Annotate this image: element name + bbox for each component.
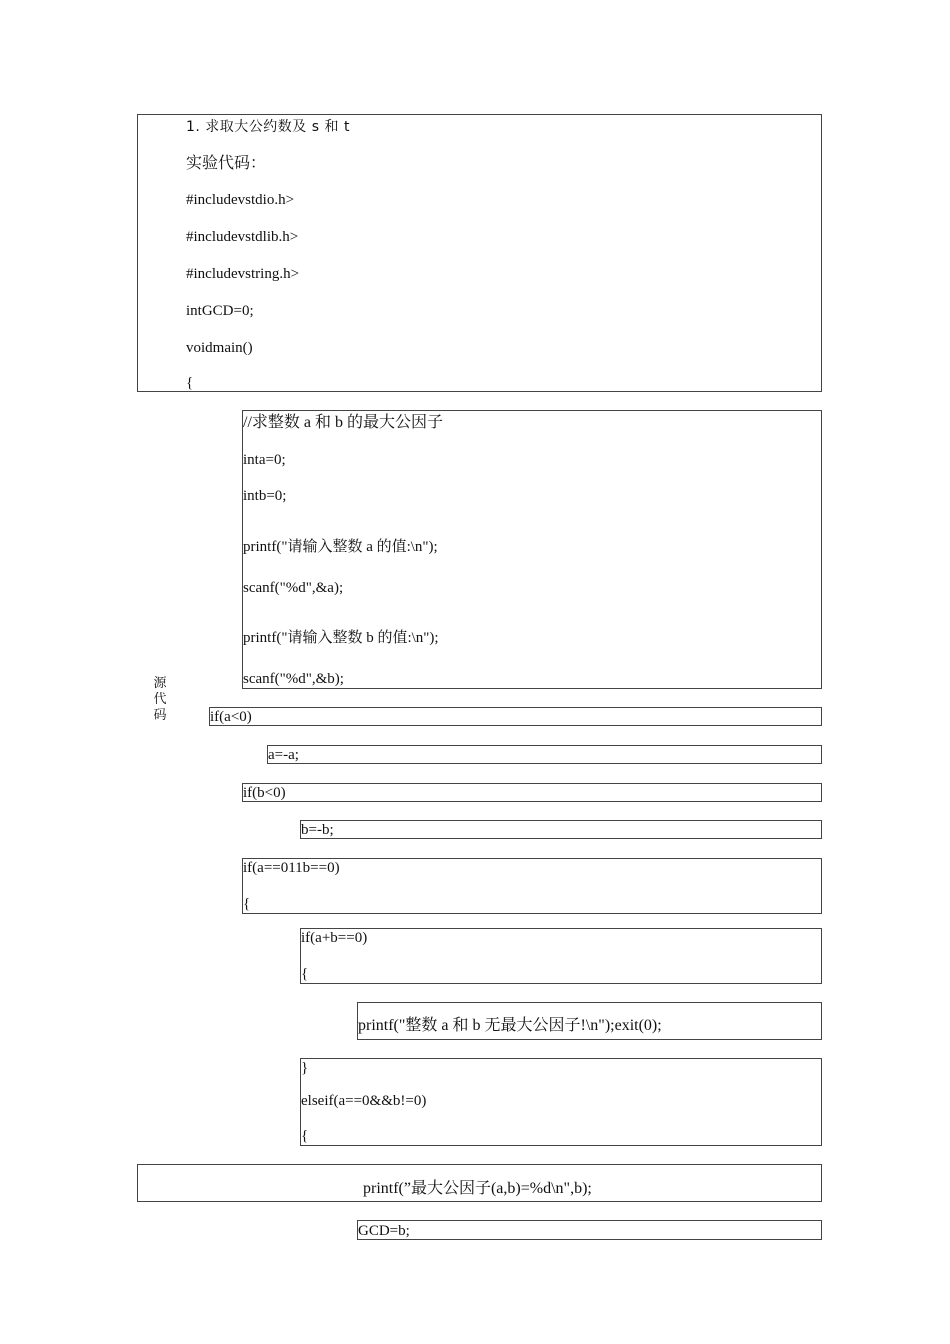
code-box-printf-none (357, 1002, 822, 1040)
code-line: { (243, 896, 251, 912)
code-box-if-a (209, 707, 822, 726)
code-line: elseif(a==0&&b!=0) (301, 1093, 427, 1109)
code-line: printf(”最大公因子(a,b)=%d\n",b); (363, 1180, 592, 1197)
code-line: if(a<0) (210, 709, 252, 725)
code-line: GCD=b; (358, 1223, 410, 1239)
code-line: #includevstdlib.h> (186, 229, 299, 245)
code-box-assign-gcd (357, 1220, 822, 1240)
code-box-if-zero (242, 858, 822, 914)
input-code-block (242, 410, 822, 689)
code-line: #includevstdio.h> (186, 192, 295, 208)
header-code-block (137, 114, 822, 392)
code-line: intb=0; (243, 488, 287, 504)
code-line: printf("请输入整数 b 的值:\n"); (243, 630, 439, 646)
code-box-printf-gcd (137, 1164, 822, 1202)
section-heading: 1. 求取大公约数及 s 和 t (186, 119, 350, 135)
code-comment: //求整数 a 和 b 的最大公因子 (243, 414, 443, 431)
code-line: scanf("%d",&b); (243, 671, 344, 687)
code-line: scanf("%d",&a); (243, 580, 344, 596)
code-box-elseif (300, 1058, 822, 1146)
code-line: voidmain() (186, 340, 253, 356)
code-line: if(b<0) (243, 785, 286, 801)
code-box-neg-b (300, 820, 822, 839)
side-label-char: 源 (153, 676, 167, 691)
code-line: b=-b; (301, 822, 334, 838)
code-line: printf("整数 a 和 b 无最大公因子!\n");exit(0); (358, 1017, 662, 1034)
code-line: if(a+b==0) (301, 930, 368, 946)
side-label (152, 676, 168, 724)
side-label-char: 代 (153, 692, 167, 707)
code-line: inta=0; (243, 452, 286, 468)
code-line: #includevstring.h> (186, 266, 300, 282)
code-line: a=-a; (268, 747, 299, 763)
side-label-char: 码 (153, 708, 167, 723)
code-line: printf("请输入整数 a 的值:\n"); (243, 539, 438, 555)
code-line: if(a==011b==0) (243, 860, 340, 876)
code-box-if-b (242, 783, 822, 802)
code-line: intGCD=0; (186, 303, 254, 319)
code-line: } (301, 1060, 309, 1076)
code-line: { (301, 1128, 309, 1144)
code-line: { (301, 966, 309, 982)
code-label: 实验代码： (186, 155, 267, 172)
code-box-neg-a (267, 745, 822, 764)
code-box-if-sum (300, 928, 822, 984)
code-line: { (186, 375, 194, 391)
